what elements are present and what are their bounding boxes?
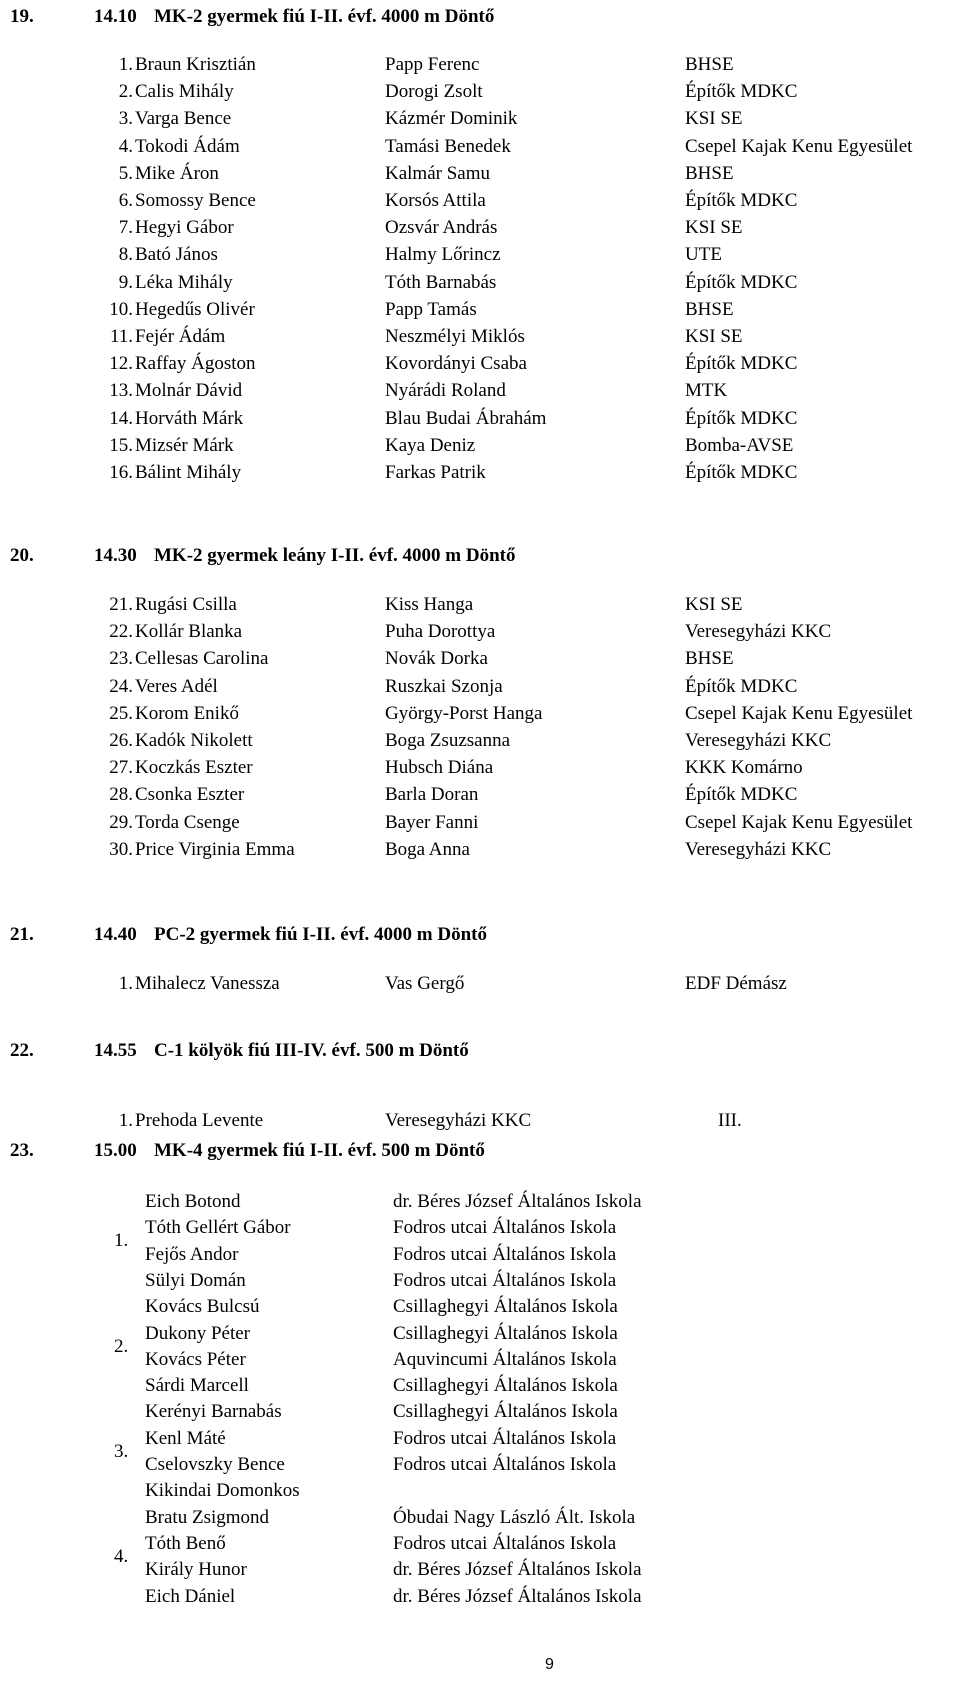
event-number: 23. — [10, 1140, 34, 1161]
athlete-name: Halmy Lőrincz — [385, 244, 501, 266]
athlete-name: Kenl Máté — [145, 1427, 226, 1449]
rank: 27. — [109, 757, 133, 779]
rank: 29. — [109, 811, 133, 833]
athlete-name: Bratu Zsigmond — [145, 1506, 270, 1528]
athlete-name: Prehoda Levente — [135, 1110, 264, 1131]
team-member-row — [0, 1244, 960, 1271]
club-name: EDF Démász — [685, 973, 787, 994]
club-name: Építők MDKC — [685, 353, 798, 375]
athlete-name: Neszmélyi Miklós — [385, 326, 525, 347]
athlete-name: Ozsvár András — [385, 217, 498, 239]
rank: 25. — [109, 702, 133, 724]
school-name: Csillaghegyi Általános Iskola — [393, 1401, 618, 1423]
event-time: 15.00 — [94, 1140, 137, 1161]
result-row — [0, 784, 960, 811]
athlete-name: Dukony Péter — [145, 1322, 251, 1344]
rank: 1. — [118, 1110, 133, 1131]
result-row — [0, 812, 960, 839]
athlete-name: Bató János — [135, 244, 218, 266]
athlete-name: Tokodi Ádám — [135, 135, 240, 157]
result-row — [0, 435, 960, 462]
athlete-name: Horváth Márk — [135, 407, 244, 429]
school-name: Csillaghegyi Általános Iskola — [393, 1322, 618, 1344]
athlete-name: Farkas Patrik — [385, 462, 486, 483]
rank: 22. — [109, 621, 133, 643]
result-row — [0, 54, 960, 81]
athlete-name: Korsós Attila — [385, 190, 486, 211]
athlete-name: Csonka Eszter — [135, 784, 245, 806]
club-name: KSI SE — [685, 594, 743, 615]
athlete-name: Nyárádi Roland — [385, 380, 506, 402]
rank: 1. — [118, 973, 133, 994]
athlete-name: Bálint Mihály — [135, 462, 242, 483]
athlete-name: Tamási Benedek — [385, 135, 511, 157]
club-name: Veresegyházi KKC — [685, 730, 832, 751]
event-number: 22. — [10, 1040, 34, 1061]
athlete-name: Mihalecz Vanessza — [135, 973, 280, 994]
rank: 14. — [109, 407, 133, 429]
athlete-name: Kikindai Domonkos — [145, 1480, 300, 1502]
rank: 4. — [118, 135, 133, 157]
result-row — [0, 244, 960, 271]
event-heading — [10, 1040, 950, 1066]
athlete-name: Kalmár Samu — [385, 162, 491, 184]
rank: 21. — [109, 594, 133, 615]
rank: 10. — [109, 298, 133, 320]
athlete-name: Kadók Nikolett — [135, 730, 253, 751]
athlete-name: Barla Doran — [385, 784, 479, 806]
rank: 5. — [118, 162, 133, 184]
club-name: BHSE — [685, 162, 734, 184]
athlete-name: Kovordányi Csaba — [385, 353, 527, 375]
athlete-name: Vas Gergő — [385, 973, 465, 994]
result-row — [0, 730, 960, 757]
club-name: Veresegyházi KKC — [685, 838, 832, 860]
page-number: 9 — [545, 1656, 554, 1673]
rank: 9. — [118, 271, 133, 293]
school-name: dr. Béres József Általános Iskola — [393, 1559, 642, 1581]
athlete-name: Veres Adél — [135, 675, 218, 697]
athlete-name: György-Porst Hanga — [385, 702, 543, 724]
athlete-name: Ruszkai Szonja — [385, 675, 503, 697]
event-title: MK-2 gyermek leány I-II. évf. 4000 m Döntő — [154, 545, 516, 566]
athlete-name: Sülyi Domán — [145, 1269, 246, 1291]
athlete-name: Eich Dániel — [145, 1585, 236, 1607]
rank: 28. — [109, 784, 133, 806]
club-name: BHSE — [685, 298, 734, 320]
club-name: Építők MDKC — [685, 784, 798, 806]
athlete-name: Mike Áron — [135, 162, 219, 184]
athlete-name: Kiss Hanga — [385, 594, 474, 615]
athlete-name: Kovács Bulcsú — [145, 1296, 260, 1318]
athlete-name: Raffay Ágoston — [135, 353, 256, 375]
club-name: Csepel Kajak Kenu Egyesület — [685, 135, 913, 157]
athlete-name: Novák Dorka — [385, 648, 488, 670]
athlete-name: Molnár Dávid — [135, 380, 243, 402]
rank: 23. — [109, 648, 133, 670]
event-time: 14.30 — [94, 545, 137, 566]
athlete-name: Kovács Péter — [145, 1348, 246, 1370]
result-row — [0, 621, 960, 648]
athlete-name: Cellesas Carolina — [135, 648, 269, 670]
rank: 13. — [109, 380, 133, 402]
school-name: Fodros utcai Általános Iskola — [393, 1532, 617, 1554]
result-row — [0, 217, 960, 244]
event-number: 20. — [10, 545, 34, 566]
school-name: Fodros utcai Általános Iskola — [393, 1269, 617, 1291]
athlete-name: Hegedűs Olivér — [135, 298, 255, 320]
rank: 2. — [118, 81, 133, 103]
athlete-name: Király Hunor — [145, 1559, 247, 1581]
athlete-name: Tóth Barnabás — [385, 271, 497, 293]
athlete-name: Kázmér Dominik — [385, 108, 518, 130]
rank: 16. — [109, 462, 133, 483]
athlete-name: Léka Mihály — [135, 271, 233, 293]
club-name: Építők MDKC — [685, 462, 798, 483]
school-name: Fodros utcai Általános Iskola — [393, 1243, 617, 1265]
result-row — [0, 648, 960, 675]
result-row — [0, 973, 960, 1000]
athlete-name: Calis Mihály — [135, 81, 234, 103]
rank: 24. — [109, 675, 133, 697]
club-name: Építők MDKC — [685, 407, 798, 429]
school-name: Fodros utcai Általános Iskola — [393, 1427, 617, 1449]
team-rank: 1. — [114, 1230, 129, 1252]
team-member-row — [0, 1296, 960, 1323]
school-name: Óbudai Nagy László Ált. Iskola — [393, 1506, 636, 1528]
club-name: Veresegyházi KKC — [385, 1110, 532, 1131]
school-name: dr. Béres József Általános Iskola — [393, 1191, 642, 1212]
event-title: C-1 kölyök fiú III-IV. évf. 500 m Döntő — [154, 1040, 469, 1061]
result-row — [0, 839, 960, 866]
club-name: KKK Komárno — [685, 757, 803, 779]
athlete-name: Tóth Benő — [145, 1532, 226, 1554]
athlete-name: Kerényi Barnabás — [145, 1401, 282, 1423]
result-row — [0, 703, 960, 730]
school-name: Fodros utcai Általános Iskola — [393, 1454, 617, 1475]
team-member-row — [0, 1349, 960, 1376]
team-member-row — [0, 1217, 960, 1244]
event-number: 21. — [10, 924, 34, 945]
athlete-name: Korom Enikő — [135, 702, 239, 724]
event-heading — [10, 6, 950, 32]
athlete-name: Hubsch Diána — [385, 757, 494, 779]
athlete-name: Mizsér Márk — [135, 434, 234, 456]
result-row — [0, 108, 960, 135]
result-row — [0, 81, 960, 108]
result-row — [0, 190, 960, 217]
athlete-name: Puha Dorottya — [385, 621, 496, 643]
event-time: 14.40 — [94, 924, 137, 945]
team-member-row — [0, 1507, 960, 1534]
result-row — [0, 272, 960, 299]
event-heading — [10, 1140, 950, 1166]
athlete-name: Varga Bence — [135, 108, 232, 130]
event-heading — [10, 545, 950, 571]
event-time: 14.55 — [94, 1040, 137, 1061]
team-member-row — [0, 1533, 960, 1560]
rank: 8. — [118, 244, 133, 266]
athlete-name: Fejős Andor — [145, 1243, 239, 1265]
school-name: Csillaghegyi Általános Iskola — [393, 1375, 618, 1397]
team-member-row — [0, 1480, 960, 1507]
club-name: KSI SE — [685, 217, 743, 239]
athlete-name: Sárdi Marcell — [145, 1375, 249, 1397]
club-name: BHSE — [685, 54, 734, 75]
rank: 3. — [118, 108, 133, 130]
result-row — [0, 594, 960, 621]
rank: 7. — [118, 217, 133, 239]
athlete-name: Bayer Fanni — [385, 811, 479, 833]
team-member-row — [0, 1191, 960, 1218]
athlete-name: Boga Zsuzsanna — [385, 730, 511, 751]
school-name: dr. Béres József Általános Iskola — [393, 1585, 642, 1607]
team-rank: 3. — [114, 1440, 129, 1462]
athlete-name: Braun Krisztián — [135, 54, 256, 75]
team-member-row — [0, 1375, 960, 1402]
team-member-row — [0, 1428, 960, 1455]
athlete-name: Tóth Gellért Gábor — [145, 1217, 291, 1239]
result-row — [0, 676, 960, 703]
result-row — [0, 380, 960, 407]
club-name: Építők MDKC — [685, 271, 798, 293]
club-name: BHSE — [685, 648, 734, 670]
result-row — [0, 408, 960, 435]
club-name: UTE — [685, 244, 722, 266]
rank: 12. — [109, 353, 133, 375]
athlete-name: Papp Tamás — [385, 298, 477, 320]
event-number: 19. — [10, 6, 34, 27]
rank: 1. — [118, 54, 133, 75]
event-title: MK-4 gyermek fiú I-II. évf. 500 m Döntő — [154, 1140, 485, 1161]
athlete-name: Kollár Blanka — [135, 621, 243, 643]
club-name: Csepel Kajak Kenu Egyesület — [685, 811, 913, 833]
club-name: MTK — [685, 380, 728, 402]
rank: 15. — [109, 434, 133, 456]
rank: 26. — [109, 730, 133, 751]
event-time: 14.10 — [94, 6, 137, 27]
event-title: MK-2 gyermek fiú I-II. évf. 4000 m Döntő — [154, 6, 495, 27]
athlete-name: Price Virginia Emma — [135, 838, 295, 860]
rank: 11. — [109, 326, 133, 347]
team-member-row — [0, 1323, 960, 1350]
club-name: Építők MDKC — [685, 190, 798, 211]
result-row — [0, 136, 960, 163]
club-name: KSI SE — [685, 108, 743, 130]
school-name: Fodros utcai Általános Iskola — [393, 1217, 617, 1239]
placement-note: III. — [718, 1110, 742, 1131]
team-member-row — [0, 1559, 960, 1586]
athlete-name: Fejér Ádám — [135, 326, 226, 347]
athlete-name: Boga Anna — [385, 838, 470, 860]
club-name: Veresegyházi KKC — [685, 621, 832, 643]
athlete-name: Papp Ferenc — [385, 54, 480, 75]
result-row — [0, 326, 960, 353]
athlete-name: Hegyi Gábor — [135, 217, 234, 239]
rank: 30. — [109, 838, 133, 860]
athlete-name: Dorogi Zsolt — [385, 81, 483, 103]
team-rank: 2. — [114, 1335, 129, 1357]
athlete-name: Koczkás Eszter — [135, 757, 253, 779]
team-member-row — [0, 1454, 960, 1481]
event-heading — [10, 924, 950, 950]
club-name: Bomba-AVSE — [685, 434, 794, 456]
athlete-name: Cselovszky Bence — [145, 1454, 285, 1475]
team-member-row — [0, 1270, 960, 1297]
club-name: KSI SE — [685, 326, 743, 347]
team-member-row — [0, 1401, 960, 1428]
result-row — [0, 757, 960, 784]
athlete-name: Rugási Csilla — [135, 594, 237, 615]
team-member-row — [0, 1586, 960, 1613]
athlete-name: Kaya Deniz — [385, 434, 476, 456]
school-name: Csillaghegyi Általános Iskola — [393, 1296, 618, 1318]
result-row — [0, 299, 960, 326]
result-row — [0, 353, 960, 380]
club-name: Építők MDKC — [685, 675, 798, 697]
athlete-name: Blau Budai Ábrahám — [385, 407, 547, 429]
athlete-name: Eich Botond — [145, 1191, 241, 1212]
result-row — [0, 462, 960, 489]
result-row — [0, 1110, 960, 1137]
club-name: Csepel Kajak Kenu Egyesület — [685, 702, 913, 724]
athlete-name: Somossy Bence — [135, 190, 256, 211]
result-row — [0, 163, 960, 190]
athlete-name: Torda Csenge — [135, 811, 240, 833]
rank: 6. — [118, 190, 133, 211]
team-rank: 4. — [114, 1546, 129, 1568]
school-name: Aquvincumi Általános Iskola — [393, 1348, 617, 1370]
club-name: Építők MDKC — [685, 81, 798, 103]
event-title: PC-2 gyermek fiú I-II. évf. 4000 m Döntő — [154, 924, 487, 945]
